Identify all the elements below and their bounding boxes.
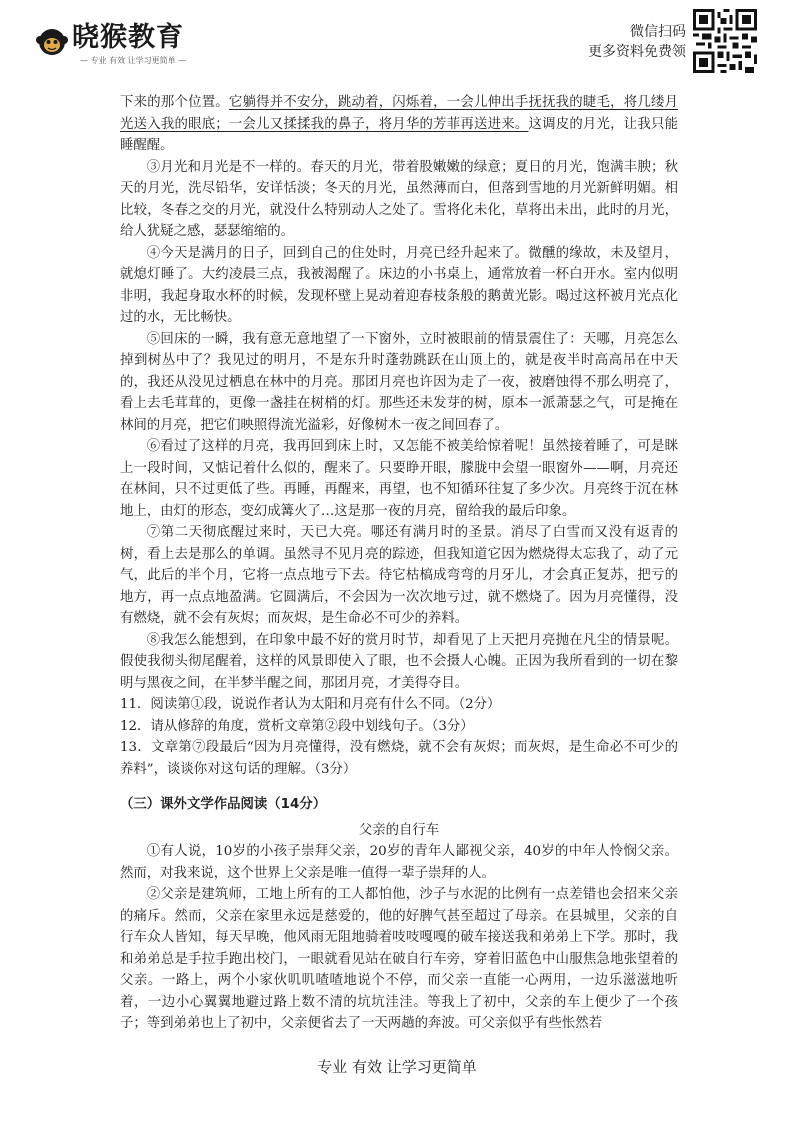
paragraph-6: ⑥看过了这样的月亮，我再回到床上时，又怎能不被美给惊着呢！虽然接着睡了，可是眯上一段时间，又惦记着什么似的，醒来了。只要睁开眼，朦胧中会望一眼窗外——啊，月亮还在林间，只不过更低了些。再睡，再醒来，再望，也不知循环往复了多少次。月亮终于沉在林地上，由灯的形态，变幻成篝火了…这是那一夜的月亮，留给我的最后印象。 [120,439,678,519]
article-body [120,92,678,1035]
story-title: 父亲的自行车 [358,822,440,838]
paragraph-2-end: 下来的那个位置。它躺得并不安分，跳动着，闪烁着，一会儿伸出手抚抚我的睫毛，将几缕月光送入我的眼底；一会儿又揉揉我的鼻子，将月华的芳菲再送进来。这调皮的月光，让我只能睡醒醒。 [120,95,679,153]
qr-caption-line1: 微信扫码 [630,24,686,40]
brand-slogan: — 专业 有效 让学习更简单 — [80,56,187,65]
paragraph-4: ④今天是满月的日子，回到自己的住处时，月亮已经升起来了。微醺的缘故，未及望月，就熄灯睡了。大约凌晨三点，我被渴醒了。床边的小书桌上，通常放着一杯白开水。室内似明非明，我起身取水杯的时候，发现杯壁上晃动着迎春枝条般的鹅黄光影。喝过这杯被月光点化过的水，无比畅快。 [120,245,678,325]
section-heading: （三）课外文学作品阅读（14分） [120,797,327,812]
story-paragraph-1: ①有人说，10岁的小孩子崇拜父亲，20岁的青年人鄙视父亲，40岁的中年人怜悯父亲。然而，对我来说，这个世界上父亲是唯一值得一辈子崇拜的人。 [120,844,678,881]
underlined-sentence: 它躺得并不安分，跳动着，闪烁着，一会儿伸出手抚抚我的睫毛，将几缕月光送入我的眼底；一会儿又揉揉我的鼻子，将月华的芳菲再送进来。 [120,95,678,132]
page-footer: 专业 有效 让学习更简单 [317,1058,477,1076]
qr-code-icon[interactable] [693,9,757,73]
page-header [0,0,794,90]
paragraph-3: ③月光和月光是不一样的。春天的月光，带着股嫩嫩的绿意；夏日的月光，饱满丰腴；秋天的月光，洗尽铅华，安详恬淡；冬天的月光，虽然薄而白，但落到雪地的月光新鲜明媚。相比较，冬春之交的月光，就没什么特别动人之处了。雪将化未化，草将出未出，此时的月光，给人犹疑之感，瑟瑟缩缩的。 [120,159,678,239]
story-paragraph-2: ②父亲是建筑师，工地上所有的工人都怕他，沙子与水泥的比例有一点差错也会招来父亲的痛斥。然而，父亲在家里永远是慈爱的，他的好脾气甚至超过了母亲。在县城里，父亲的自行车众人皆知，每天早晚，他风雨无阻地骑着吱吱嘎嘎的破车接送我和弟弟上下学。那时，我和弟弟总是手拉手跑出校门，一眼就看见站在破自行车旁，穿着旧蓝色中山服焦急地张望着的父亲。一路上，两个小家伙叽叽喳喳地说个不停，而父亲一直能一心两用，一边乐滋滋地听着，一边小心翼翼地避过路上数不清的坑坑洼洼。等我上了初中，父亲的车上便少了一个孩子；等到弟弟也上了初中，父亲便省去了一天两趟的奔波。可父亲似乎有些怅然若 [120,887,678,1031]
question-11: 11．阅读第①段，说说作者认为太阳和月亮有什么不同。（2分） [120,697,501,712]
paragraph-7: ⑦第二天彻底醒过来时，天已大亮。哪还有满月时的圣景。消尽了白雪而又没有返青的树，看上去是那么的单调。虽然寻不见月亮的踪迹，但我知道它因为燃烧得太忘我了，动了元气，此后的半个月，它将一点点地亏下去。待它枯槁成弯弯的月牙儿，才会真正复苏，把亏的地方，再一点点地盈满。它圆满后，不会因为一次次地亏过，就不燃烧了。因为月亮懂得，没有燃烧，就不会有灰烬；而灰烬，是生命必不可少的养料。 [120,525,678,626]
paragraph-8: ⑧我怎么能想到，在印象中最不好的赏月时节，却看见了上天把月亮抛在凡尘的情景呢。假使我彻头彻尾醒着，这样的风景即使入了眼，也不会摄人心魄。正因为我所看到的一切在黎明与黑夜之间，在半梦半醒之间，那团月亮，才美得夺目。 [120,632,678,691]
brand-name: 晓猴教育 [72,22,184,53]
qr-caption-line2: 更多资料免费领 [588,44,686,60]
question-12: 12．请从修辞的角度，赏析文章第②段中划线句子。（3分） [120,718,474,734]
monkey-logo-icon [36,25,68,59]
paragraph-5: ⑤回床的一瞬，我有意无意地望了一下窗外，立时被眼前的情景震住了：天哪，月亮怎么掉到树丛中了？我见过的明月，不是东升时蓬勃跳跃在山顶上的，就是夜半时高高吊在中天的，我还从没见过栖息在林中的月亮。那团月亮也许因为走了一夜，被磨蚀得不那么明亮了，看上去毛茸茸的，更像一盏挂在树梢的灯。那些还未发芽的树，原本一派萧瑟之气，可是掩在林间的月亮，把它们映照得流光溢彩，好像树木一夜之间回春了。 [120,331,678,433]
question-13: 13．文章第⑦段最后“因为月亮懂得，没有燃烧，就不会有灰烬；而灰烬，是生命必不可少的养料”，谈谈你对这句话的理解。（3分） [120,740,678,777]
qr-caption [588,22,686,62]
